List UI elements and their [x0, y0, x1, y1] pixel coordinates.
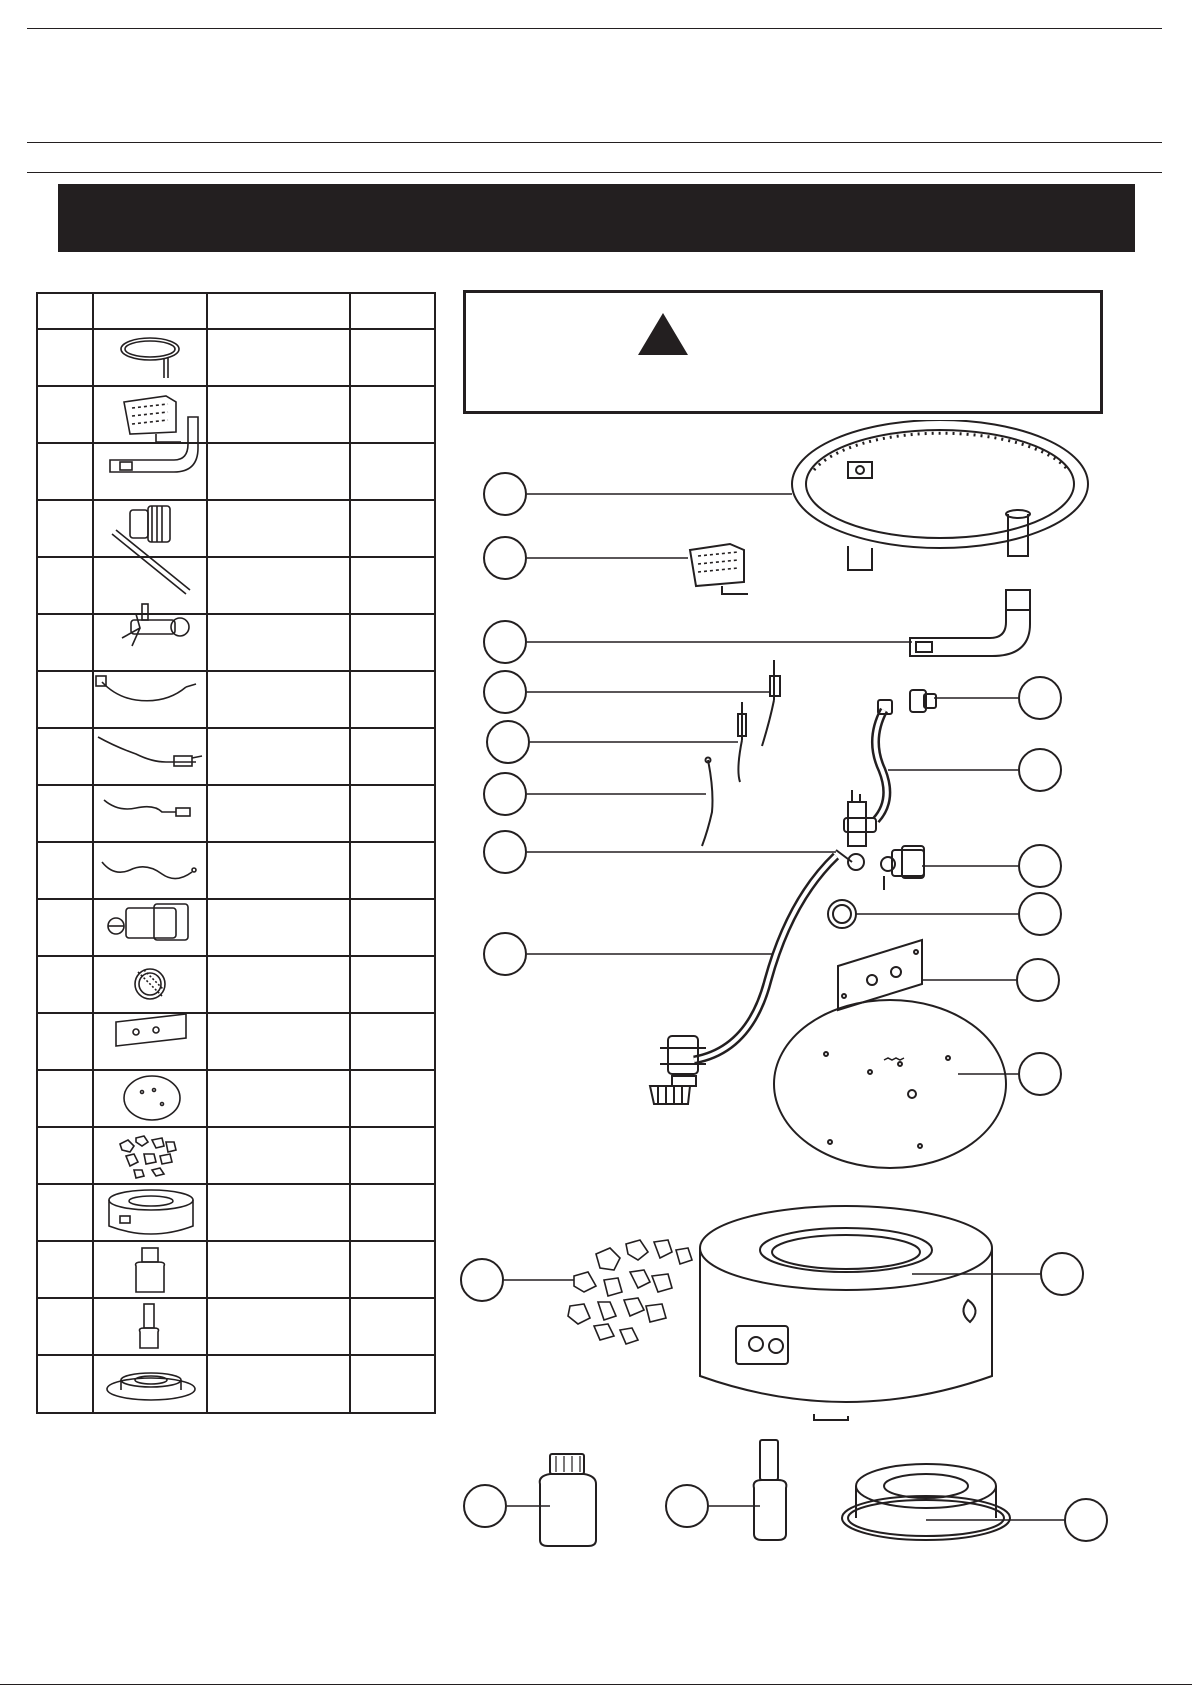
callout-circle-1 — [484, 473, 526, 515]
diagram-gas-hose-regulator — [650, 856, 836, 1104]
callout-circle-5 — [487, 721, 529, 763]
fitting-nut-icon — [130, 506, 170, 542]
diagram-lava-rocks — [568, 1240, 692, 1344]
callout-circles — [461, 473, 1107, 1541]
callout-circle-14 — [1019, 1053, 1061, 1095]
callout-circle-10 — [1019, 749, 1061, 791]
diagram-venturi-tube — [910, 590, 1030, 656]
diagram-touch-up-bottle — [540, 1454, 596, 1546]
fire-pit-body-icon — [109, 1190, 193, 1234]
diagram-gas-valve — [836, 790, 876, 870]
electrode-wire-icon — [98, 737, 202, 766]
warning-box — [463, 290, 1103, 414]
gas-valve-icon — [122, 604, 189, 646]
diagram-fitting-nut — [910, 690, 936, 712]
callout-circle-2 — [484, 537, 526, 579]
ignition-lead-icon — [104, 800, 190, 816]
callout-circle-12 — [1019, 893, 1061, 935]
control-panel-plate-icon — [116, 1014, 186, 1046]
header-bottom-rule — [27, 172, 1162, 173]
callout-circle-19 — [1065, 1499, 1107, 1541]
touch-up-bottle-icon — [136, 1248, 165, 1292]
burner-pan-icon — [124, 1076, 180, 1120]
control-knob-icon — [135, 969, 165, 999]
ground-wire-icon — [102, 862, 196, 879]
callout-circle-16 — [1041, 1253, 1083, 1295]
callout-circle-9 — [1019, 677, 1061, 719]
touch-up-brush-icon — [140, 1304, 159, 1348]
gas-rod-icon — [112, 530, 190, 594]
diagram-fire-pit-body — [700, 1206, 992, 1420]
callout-circle-4 — [484, 671, 526, 713]
diagram-electrode-wires — [702, 660, 780, 846]
callout-leader-lines — [504, 494, 1064, 1520]
callout-circle-3 — [484, 621, 526, 663]
section-banner — [58, 184, 1135, 252]
fire-pit-cover-icon — [107, 1373, 195, 1400]
diagram-ignitor-bracket — [690, 544, 748, 594]
header-middle-rule — [27, 142, 1162, 143]
callout-circle-15 — [461, 1259, 503, 1301]
header-top-rule — [27, 28, 1162, 29]
callout-circle-11 — [1019, 845, 1061, 887]
venturi-tube-icon — [110, 417, 198, 472]
lava-rocks-icon — [120, 1136, 176, 1178]
thermocouple-icon — [96, 676, 196, 701]
diagram-fire-pit-cover — [842, 1464, 1010, 1540]
callout-circle-18 — [666, 1485, 708, 1527]
diagram-control-knob — [828, 900, 856, 928]
diagram-flex-hose — [875, 700, 892, 820]
parts-table — [36, 292, 436, 1414]
warning-triangle-icon — [636, 311, 690, 357]
burner-ring-icon — [121, 338, 179, 378]
diagram-burner-ring — [792, 420, 1088, 570]
igniter-module-icon — [108, 904, 188, 940]
callout-circle-17 — [464, 1485, 506, 1527]
callout-circle-8 — [484, 933, 526, 975]
diagram-touch-up-brush — [754, 1440, 787, 1540]
diagram-burner-pan — [774, 1000, 1006, 1168]
callout-circle-7 — [484, 831, 526, 873]
callout-circle-13 — [1017, 959, 1059, 1001]
ignitor-bracket-icon — [124, 396, 181, 442]
parts-table-grid — [37, 293, 435, 1413]
callout-circle-6 — [484, 773, 526, 815]
exploded-parts-diagram — [440, 420, 1192, 1600]
diagram-igniter-module — [881, 846, 924, 890]
